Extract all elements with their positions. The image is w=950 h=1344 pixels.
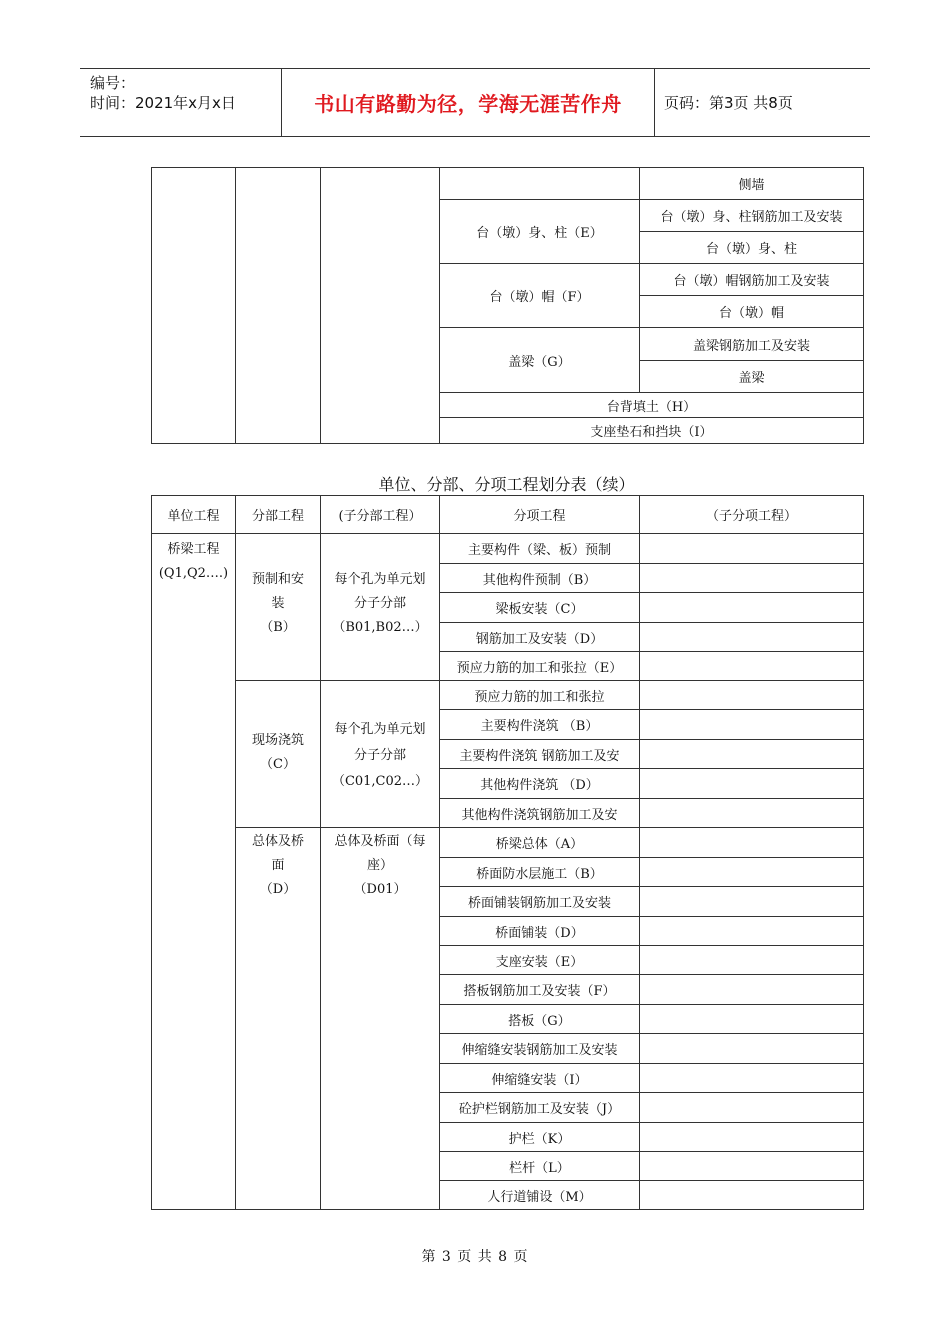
unit-code: (Q1,Q2….): [158, 566, 229, 581]
table-cell: 台（墩）身、柱: [640, 232, 864, 264]
item-cell: 搭板钢筋加工及安装（F）: [440, 975, 640, 1005]
table-cell: 台（墩）身、柱钢筋加工及安装: [640, 200, 864, 232]
part-line: 总体及桥: [251, 834, 304, 849]
time-label: 时间：2021年x月x日: [90, 94, 236, 112]
part-line: 预制和安: [251, 572, 304, 587]
table-cell: 台（墩）帽钢筋加工及安装: [640, 264, 864, 296]
unit-cell: [152, 534, 236, 1210]
table-cell: [440, 168, 640, 200]
empty-cell: [640, 710, 864, 740]
subpart-line: 每个孔为单元划: [334, 722, 426, 737]
header-divider: [654, 69, 655, 136]
table-cell: 台背填土（H）: [440, 393, 864, 418]
continuation-table: [151, 167, 864, 444]
part-line: 装: [271, 596, 285, 611]
document-header: [80, 68, 870, 137]
subpart-line: 每个孔为单元划: [334, 572, 426, 587]
number-label: 编号：: [90, 74, 136, 92]
table-cell: 盖梁: [640, 361, 864, 393]
part-line: （C）: [260, 757, 296, 772]
subpart-line: 总体及桥面（每: [334, 834, 426, 849]
empty-cell: [640, 828, 864, 858]
subpart-line: 座）: [366, 858, 393, 873]
table-cell: 盖梁钢筋加工及安装: [640, 328, 864, 361]
table-cell: 台（墩）身、柱（E）: [440, 200, 640, 264]
empty-cell: [640, 1181, 864, 1210]
part-line: 现场浇筑: [251, 733, 304, 748]
part-line: （D）: [259, 882, 297, 897]
empty-cell: [640, 1123, 864, 1152]
header-motto: 书山有路勤为径，学海无涯苦作舟: [314, 92, 622, 116]
item-cell: 其他构件浇筑钢筋加工及安: [440, 799, 640, 828]
header-meta: [90, 73, 236, 113]
table-cell: [152, 168, 236, 444]
item-cell: 钢筋加工及安装（D）: [440, 623, 640, 652]
item-cell: 桥梁总体（A）: [440, 828, 640, 858]
item-cell: 其他构件浇筑 （D）: [440, 769, 640, 799]
unit-name: 桥梁工程: [167, 542, 220, 557]
table-caption: 单位、分部、分项工程划分表（续）: [378, 475, 635, 494]
empty-cell: [640, 623, 864, 652]
item-cell: 伸缩缝安装（I）: [440, 1064, 640, 1093]
division-table: [151, 495, 864, 1210]
part-cell: [236, 534, 321, 681]
empty-cell: [640, 1034, 864, 1064]
empty-cell: [640, 1152, 864, 1181]
subpart-cell: [321, 828, 440, 1210]
part-cell: [236, 828, 321, 1210]
item-cell: 人行道铺设（M）: [440, 1181, 640, 1210]
subpart-line: 分子分部: [353, 596, 406, 611]
item-cell: 桥面防水层施工（B）: [440, 858, 640, 887]
empty-cell: [640, 1005, 864, 1034]
page-footer: 第 3 页 共 8 页: [421, 1249, 529, 1265]
table-cell: 盖梁（G）: [440, 328, 640, 393]
empty-cell: [640, 799, 864, 828]
item-cell: 栏杆（L）: [440, 1152, 640, 1181]
empty-cell: [640, 946, 864, 975]
table-cell: [321, 168, 440, 444]
empty-cell: [640, 769, 864, 799]
item-cell: 支座安装（E）: [440, 946, 640, 975]
empty-cell: [640, 858, 864, 887]
item-cell: 护栏（K）: [440, 1123, 640, 1152]
empty-cell: [640, 887, 864, 917]
header-page-info: 页码：第3页 共8页: [664, 94, 793, 112]
empty-cell: [640, 681, 864, 710]
table-cell: 支座垫石和挡块（I）: [440, 418, 864, 444]
empty-cell: [640, 917, 864, 946]
subpart-line: （B01,B02…）: [332, 620, 428, 635]
item-cell: 搭板（G）: [440, 1005, 640, 1034]
item-cell: 桥面铺装（D）: [440, 917, 640, 946]
empty-cell: [640, 1064, 864, 1093]
column-header: 分部工程: [236, 496, 321, 534]
empty-cell: [640, 652, 864, 681]
empty-cell: [640, 534, 864, 564]
item-cell: 伸缩缝安装钢筋加工及安装: [440, 1034, 640, 1064]
empty-cell: [640, 975, 864, 1005]
table-cell: 台（墩）帽: [640, 296, 864, 328]
subpart-cell: [321, 534, 440, 681]
part-line: （B）: [260, 620, 296, 635]
column-header: 单位工程: [152, 496, 236, 534]
empty-cell: [640, 1093, 864, 1123]
item-cell: 主要构件（梁、板）预制: [440, 534, 640, 564]
empty-cell: [640, 564, 864, 593]
part-line: 面: [271, 858, 285, 873]
item-cell: 砼护栏钢筋加工及安装（J）: [440, 1093, 640, 1123]
empty-cell: [640, 740, 864, 769]
item-cell: 主要构件浇筑 钢筋加工及安: [440, 740, 640, 769]
column-header: （子分项工程）: [640, 496, 864, 534]
subpart-cell: [321, 681, 440, 828]
column-header: 分项工程: [440, 496, 640, 534]
column-header: (子分部工程）: [321, 496, 440, 534]
item-cell: 预应力筋的加工和张拉: [440, 681, 640, 710]
item-cell: 主要构件浇筑 （B）: [440, 710, 640, 740]
subpart-line: （D01）: [353, 882, 407, 897]
part-cell: [236, 681, 321, 828]
subpart-line: （C01,C02…）: [331, 774, 429, 789]
table-cell: 台（墩）帽（F）: [440, 264, 640, 328]
item-cell: 其他构件预制（B）: [440, 564, 640, 593]
table-cell: [236, 168, 321, 444]
item-cell: 预应力筋的加工和张拉（E）: [440, 652, 640, 681]
empty-cell: [640, 593, 864, 623]
item-cell: 桥面铺装钢筋加工及安装: [440, 887, 640, 917]
item-cell: 梁板安装（C）: [440, 593, 640, 623]
subpart-line: 分子分部: [353, 748, 406, 763]
table-cell: 侧墙: [640, 168, 864, 200]
